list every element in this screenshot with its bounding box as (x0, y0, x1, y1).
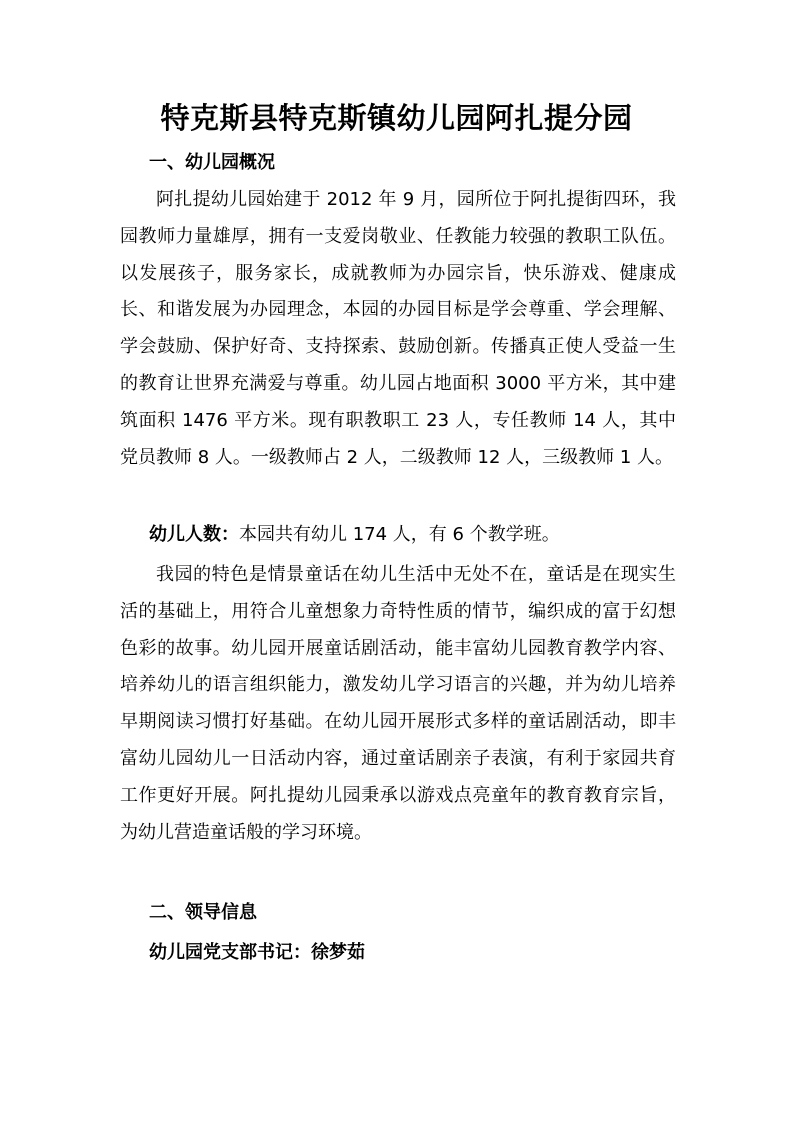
overview-text: 阿扎提幼儿园始建于 2012 年 9 月，园所位于阿扎提街四环，我园教师力量雄厚，拥有一支爱岗敬业、任教能力较强的教职工队伍。以发展孩子，服务家长，成就教师为办园宗旨，快乐游戏、健康成长、和谐发展为办园理念，本园的办园目标是学会尊重、学会理解、学会鼓励、保护好奇、支持探索、鼓励创新。传播真正使人受益一生的教育让世界充满爱与尊重。幼儿园占地面积 3000 平方米，其中建筑面积 1476 平方米。现有职教职工 23 人，专任教师 14 人，其中党员教师 8 人。一级教师占 2 人，二级教师 12 人，三级教师 1 人。 (120, 189, 676, 468)
overview-paragraph (120, 182, 676, 476)
party-secretary-line: 幼儿园党支部书记：徐梦茹 (149, 942, 365, 963)
section-heading-overview: 一、幼儿园概况 (149, 152, 275, 173)
children-count-text: 本园共有幼儿 174 人，有 6 个教学班。 (239, 524, 560, 545)
document-title: 特克斯县特克斯镇幼儿园阿扎提分园 (160, 101, 633, 135)
children-count-label: 幼儿人数： (149, 524, 239, 545)
children-count-line (149, 520, 560, 546)
features-paragraph (120, 557, 676, 851)
features-text: 我园的特色是情景童话在幼儿生活中无处不在，童话是在现实生活的基础上，用符合儿童想象力奇特性质的情节，编织成的富于幻想色彩的故事。幼儿园开展童话剧活动，能丰富幼儿园教育教学内容、培养幼儿的语言组织能力，激发幼儿学习语言的兴趣，并为幼儿培养早期阅读习惯打好基础。在幼儿园开展形式多样的童话剧活动，即丰富幼儿园幼儿一日活动内容，通过童话剧亲子表演，有利于家园共育工作更好开展。阿扎提幼儿园秉承以游戏点亮童年的教育教育宗旨，为幼儿营造童话般的学习环境。 (120, 564, 676, 843)
section-heading-leadership: 二、领导信息 (149, 902, 257, 923)
